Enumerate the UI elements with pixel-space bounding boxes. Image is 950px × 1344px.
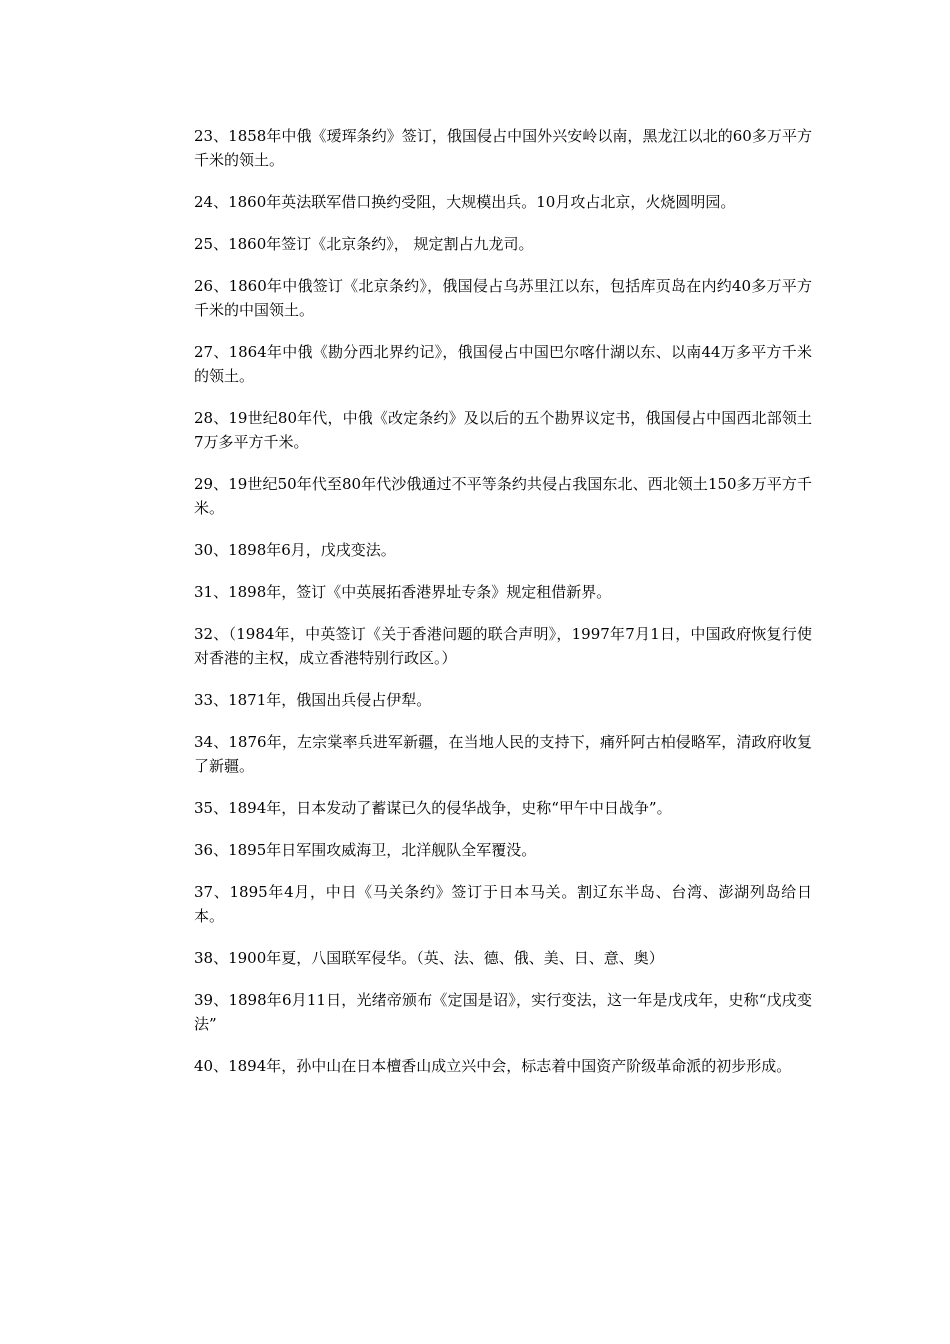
paragraph-40: 40、1894年，孙中山在日本檀香山成立兴中会，标志着中国资产阶级革命派的初步形成。 xyxy=(194,1057,792,1075)
paragraph-37: 37、1895年4月，中日《马关条约》签订于日本马关。割辽东半岛、台湾、澎湖列岛给日本。 xyxy=(194,883,812,925)
paragraph-38: 38、1900年夏，八国联军侵华。（英、法、德、俄、美、日、意、奥） xyxy=(194,949,664,967)
paragraph-25: 25、1860年签订《北京条约》， 规定割占九龙司。 xyxy=(194,235,534,253)
paragraph-39: 39、1898年6月11日，光绪帝颁布《定国是诏》，实行变法，这一年是戊戌年，史称“戊戌变法” xyxy=(194,991,812,1033)
paragraph-29: 29、19世纪50年代至80年代沙俄通过不平等条约共侵占我国东北、西北领土150多万平方千米。 xyxy=(194,475,812,517)
paragraph-31: 31、1898年，签订《中英展拓香港界址专条》规定租借新界。 xyxy=(194,583,612,601)
paragraph-35: 35、1894年，日本发动了蓄谋已久的侵华战争，史称“甲午中日战争”。 xyxy=(194,799,672,817)
paragraph-23: 23、1858年中俄《瑷珲条约》签订，俄国侵占中国外兴安岭以南，黑龙江以北的60多万平方千米的领土。 xyxy=(194,127,812,169)
paragraph-24: 24、1860年英法联军借口换约受阻，大规模出兵。10月攻占北京，火烧圆明园。 xyxy=(194,193,736,211)
paragraph-32: 32、（1984年，中英签订《关于香港问题的联合声明》，1997年7月1日，中国政府恢复行使对香港的主权，成立香港特别行政区。） xyxy=(194,625,812,667)
paragraph-27: 27、1864年中俄《勘分西北界约记》，俄国侵占中国巴尔喀什湖以东、以南44万多平方千米的领土。 xyxy=(194,343,812,385)
paragraph-36: 36、1895年日军围攻威海卫，北洋舰队全军覆没。 xyxy=(194,841,537,859)
paragraph-33: 33、1871年，俄国出兵侵占伊犁。 xyxy=(194,691,432,709)
paragraph-34: 34、1876年，左宗棠率兵进军新疆，在当地人民的支持下，痛歼阿古柏侵略军，清政府收复了新疆。 xyxy=(194,733,812,775)
paragraph-30: 30、1898年6月，戊戌变法。 xyxy=(194,541,396,559)
paragraph-26: 26、1860年中俄签订《北京条约》，俄国侵占乌苏里江以东，包括库页岛在内约40多万平方千米的中国领土。 xyxy=(194,277,812,319)
paragraph-28: 28、19世纪80年代，中俄《改定条约》及以后的五个勘界议定书，俄国侵占中国西北部领土7万多平方千米。 xyxy=(194,409,812,451)
document-body xyxy=(194,124,812,1096)
